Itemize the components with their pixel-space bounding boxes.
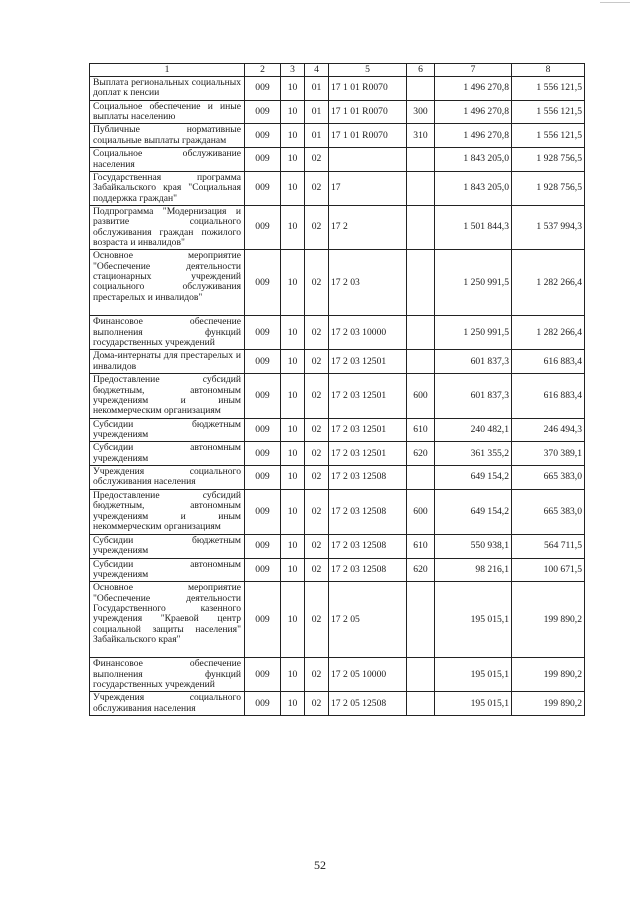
row-target-article-code: 17 2 03 12508: [329, 534, 407, 558]
row-target-article-code: 17 1 01 R0070: [329, 77, 407, 101]
row-amount-col8: 1 537 994,3: [512, 205, 585, 249]
row-section-code: 10: [281, 489, 305, 534]
row-subsection-code: 02: [305, 418, 329, 442]
row-expense-type-code: 610: [407, 534, 435, 558]
row-ministry-code: 009: [245, 489, 281, 534]
row-expense-type-code: [407, 350, 435, 374]
row-amount-col7: 1 843 205,0: [435, 171, 512, 205]
table-row: [90, 350, 585, 374]
row-amount-col8: 665 383,0: [512, 466, 585, 490]
row-section-code: 10: [281, 350, 305, 374]
row-target-article-code: 17 2 03 10000: [329, 316, 407, 350]
row-ministry-code: 009: [245, 374, 281, 418]
row-section-code: 10: [281, 100, 305, 124]
row-expense-type-code: 620: [407, 558, 435, 582]
row-amount-col7: 1 843 205,0: [435, 148, 512, 172]
row-expense-type-code: [407, 658, 435, 692]
row-subsection-code: 02: [305, 374, 329, 418]
row-expense-type-code: [407, 148, 435, 172]
page-number: 52: [314, 858, 326, 872]
row-subsection-code: 02: [305, 692, 329, 716]
row-amount-col7: 550 938,1: [435, 534, 512, 558]
row-amount-col7: 1 496 270,8: [435, 77, 512, 101]
row-ministry-code: 009: [245, 250, 281, 316]
row-subsection-code: 02: [305, 316, 329, 350]
row-ministry-code: 009: [245, 350, 281, 374]
row-name: Публичные нормативные социальные выплаты гражданам: [90, 124, 245, 148]
row-section-code: 10: [281, 148, 305, 172]
row-expense-type-code: 620: [407, 442, 435, 466]
row-section-code: 10: [281, 124, 305, 148]
row-target-article-code: 17 2: [329, 205, 407, 249]
row-name: Предоставление субсидий бюджетным, автономным учреждениям и иным некоммерческим организациям: [90, 374, 245, 418]
row-target-article-code: 17 2 03 12508: [329, 558, 407, 582]
row-amount-col7: 195 015,1: [435, 582, 512, 658]
row-subsection-code: 01: [305, 124, 329, 148]
row-section-code: 10: [281, 205, 305, 249]
row-amount-col8: 1 928 756,5: [512, 171, 585, 205]
row-amount-col8: 1 556 121,5: [512, 77, 585, 101]
row-section-code: 10: [281, 692, 305, 716]
table-row: [90, 171, 585, 205]
column-header: 2: [245, 64, 281, 77]
row-subsection-code: 02: [305, 250, 329, 316]
row-amount-col7: 98 216,1: [435, 558, 512, 582]
row-name: Социальное обслуживание населения: [90, 148, 245, 172]
row-subsection-code: 02: [305, 558, 329, 582]
row-amount-col8: 616 883,4: [512, 374, 585, 418]
row-ministry-code: 009: [245, 692, 281, 716]
table-row: [90, 442, 585, 466]
row-expense-type-code: [407, 250, 435, 316]
row-name: Социальное обеспечение и иные выплаты населению: [90, 100, 245, 124]
row-ministry-code: 009: [245, 582, 281, 658]
table-row: [90, 124, 585, 148]
row-ministry-code: 009: [245, 442, 281, 466]
row-ministry-code: 009: [245, 658, 281, 692]
row-amount-col7: 195 015,1: [435, 692, 512, 716]
table-row: [90, 582, 585, 658]
row-subsection-code: 02: [305, 489, 329, 534]
column-header: 3: [281, 64, 305, 77]
row-target-article-code: 17 2 05 10000: [329, 658, 407, 692]
row-section-code: 10: [281, 442, 305, 466]
row-expense-type-code: 600: [407, 489, 435, 534]
row-amount-col7: 1 250 991,5: [435, 250, 512, 316]
row-amount-col7: 195 015,1: [435, 658, 512, 692]
row-subsection-code: 02: [305, 582, 329, 658]
row-amount-col7: 601 837,3: [435, 374, 512, 418]
row-amount-col8: 616 883,4: [512, 350, 585, 374]
row-section-code: 10: [281, 534, 305, 558]
table-row: [90, 250, 585, 316]
column-header: 5: [329, 64, 407, 77]
column-header: 1: [90, 64, 245, 77]
row-subsection-code: 02: [305, 442, 329, 466]
row-amount-col8: 1 282 266,4: [512, 316, 585, 350]
row-amount-col8: 564 711,5: [512, 534, 585, 558]
column-header: 6: [407, 64, 435, 77]
row-amount-col8: 1 282 266,4: [512, 250, 585, 316]
row-target-article-code: 17 1 01 R0070: [329, 100, 407, 124]
row-ministry-code: 009: [245, 558, 281, 582]
row-amount-col8: 246 494,3: [512, 418, 585, 442]
row-section-code: 10: [281, 418, 305, 442]
row-name: Учреждения социального обслуживания населения: [90, 692, 245, 716]
row-target-article-code: 17 1 01 R0070: [329, 124, 407, 148]
row-target-article-code: 17 2 03 12501: [329, 442, 407, 466]
row-amount-col8: 100 671,5: [512, 558, 585, 582]
row-target-article-code: 17 2 03 12508: [329, 466, 407, 490]
row-amount-col8: 199 890,2: [512, 658, 585, 692]
row-amount-col8: 199 890,2: [512, 582, 585, 658]
row-expense-type-code: 600: [407, 374, 435, 418]
row-expense-type-code: [407, 77, 435, 101]
row-amount-col7: 240 482,1: [435, 418, 512, 442]
row-section-code: 10: [281, 466, 305, 490]
row-amount-col7: 361 355,2: [435, 442, 512, 466]
row-name: Субсидии автономным учреждениям: [90, 442, 245, 466]
row-ministry-code: 009: [245, 466, 281, 490]
row-section-code: 10: [281, 582, 305, 658]
row-subsection-code: 02: [305, 534, 329, 558]
row-target-article-code: 17: [329, 171, 407, 205]
row-expense-type-code: 310: [407, 124, 435, 148]
row-name: Основное мероприятие "Обеспечение деятельности стационарных учреждений социального обслуживания престарелых и инвалидов": [90, 250, 245, 316]
row-ministry-code: 009: [245, 148, 281, 172]
row-amount-col7: 1 501 844,3: [435, 205, 512, 249]
row-expense-type-code: 300: [407, 100, 435, 124]
row-target-article-code: 17 2 03 12501: [329, 418, 407, 442]
row-target-article-code: 17 2 03 12501: [329, 350, 407, 374]
row-subsection-code: 02: [305, 350, 329, 374]
row-subsection-code: 01: [305, 100, 329, 124]
row-amount-col8: 1 556 121,5: [512, 100, 585, 124]
row-amount-col7: 649 154,2: [435, 466, 512, 490]
table-row: [90, 692, 585, 716]
column-header: 8: [512, 64, 585, 77]
row-name: Финансовое обеспечение выполнения функций государственных учреждений: [90, 316, 245, 350]
row-target-article-code: 17 2 03 12501: [329, 374, 407, 418]
row-amount-col7: 649 154,2: [435, 489, 512, 534]
row-section-code: 10: [281, 77, 305, 101]
row-amount-col7: 601 837,3: [435, 350, 512, 374]
row-subsection-code: 02: [305, 658, 329, 692]
row-amount-col7: 1 496 270,8: [435, 124, 512, 148]
row-ministry-code: 009: [245, 77, 281, 101]
row-subsection-code: 01: [305, 77, 329, 101]
budget-table: [89, 63, 585, 716]
row-target-article-code: 17 2 03: [329, 250, 407, 316]
scan-mark: [600, 2, 630, 3]
row-section-code: 10: [281, 171, 305, 205]
row-expense-type-code: 610: [407, 418, 435, 442]
table-body: [90, 77, 585, 716]
table-row: [90, 316, 585, 350]
row-section-code: 10: [281, 250, 305, 316]
row-name: Выплата региональных социальных доплат к пенсии: [90, 77, 245, 101]
row-subsection-code: 02: [305, 148, 329, 172]
row-amount-col8: 665 383,0: [512, 489, 585, 534]
row-section-code: 10: [281, 658, 305, 692]
row-name: Предоставление субсидий бюджетным, автономным учреждениям и иным некоммерческим организациям: [90, 489, 245, 534]
table-row: [90, 658, 585, 692]
row-ministry-code: 009: [245, 418, 281, 442]
row-subsection-code: 02: [305, 466, 329, 490]
row-ministry-code: 009: [245, 316, 281, 350]
row-section-code: 10: [281, 558, 305, 582]
row-target-article-code: 17 2 03 12508: [329, 489, 407, 534]
table-row: [90, 466, 585, 490]
column-header: 4: [305, 64, 329, 77]
column-header: 7: [435, 64, 512, 77]
row-amount-col8: 1 928 756,5: [512, 148, 585, 172]
row-name: Подпрограмма "Модернизация и развитие социального обслуживания граждан пожилого возраста и инвалидов": [90, 205, 245, 249]
row-expense-type-code: [407, 466, 435, 490]
row-expense-type-code: [407, 316, 435, 350]
table-row: [90, 100, 585, 124]
row-ministry-code: 009: [245, 171, 281, 205]
row-name: Субсидии бюджетным учреждениям: [90, 534, 245, 558]
table-row: [90, 534, 585, 558]
row-subsection-code: 02: [305, 205, 329, 249]
row-expense-type-code: [407, 582, 435, 658]
row-target-article-code: 17 2 05 12508: [329, 692, 407, 716]
row-amount-col8: 370 389,1: [512, 442, 585, 466]
row-ministry-code: 009: [245, 124, 281, 148]
row-expense-type-code: [407, 205, 435, 249]
table-row: [90, 148, 585, 172]
row-amount-col7: 1 496 270,8: [435, 100, 512, 124]
row-name: Дома-интернаты для престарелых и инвалидов: [90, 350, 245, 374]
row-amount-col7: 1 250 991,5: [435, 316, 512, 350]
row-expense-type-code: [407, 692, 435, 716]
row-ministry-code: 009: [245, 100, 281, 124]
row-section-code: 10: [281, 316, 305, 350]
row-name: Основное мероприятие "Обеспечение деятельности Государственного казенного учреждения "Краевой центр социальной защиты населения" Забайкальского края": [90, 582, 245, 658]
row-ministry-code: 009: [245, 205, 281, 249]
table-row: [90, 374, 585, 418]
header-row: [90, 64, 585, 77]
row-name: Государственная программа Забайкальского края "Социальная поддержка граждан": [90, 171, 245, 205]
table-row: [90, 558, 585, 582]
row-expense-type-code: [407, 171, 435, 205]
table-row: [90, 205, 585, 249]
row-target-article-code: [329, 148, 407, 172]
table-row: [90, 489, 585, 534]
row-name: Субсидии автономным учреждениям: [90, 558, 245, 582]
row-ministry-code: 009: [245, 534, 281, 558]
row-amount-col8: 1 556 121,5: [512, 124, 585, 148]
row-subsection-code: 02: [305, 171, 329, 205]
row-target-article-code: 17 2 05: [329, 582, 407, 658]
row-name: Субсидии бюджетным учреждениям: [90, 418, 245, 442]
table-row: [90, 77, 585, 101]
table-row: [90, 418, 585, 442]
row-section-code: 10: [281, 374, 305, 418]
row-name: Учреждения социального обслуживания населения: [90, 466, 245, 490]
row-amount-col8: 199 890,2: [512, 692, 585, 716]
row-name: Финансовое обеспечение выполнения функций государственных учреждений: [90, 658, 245, 692]
